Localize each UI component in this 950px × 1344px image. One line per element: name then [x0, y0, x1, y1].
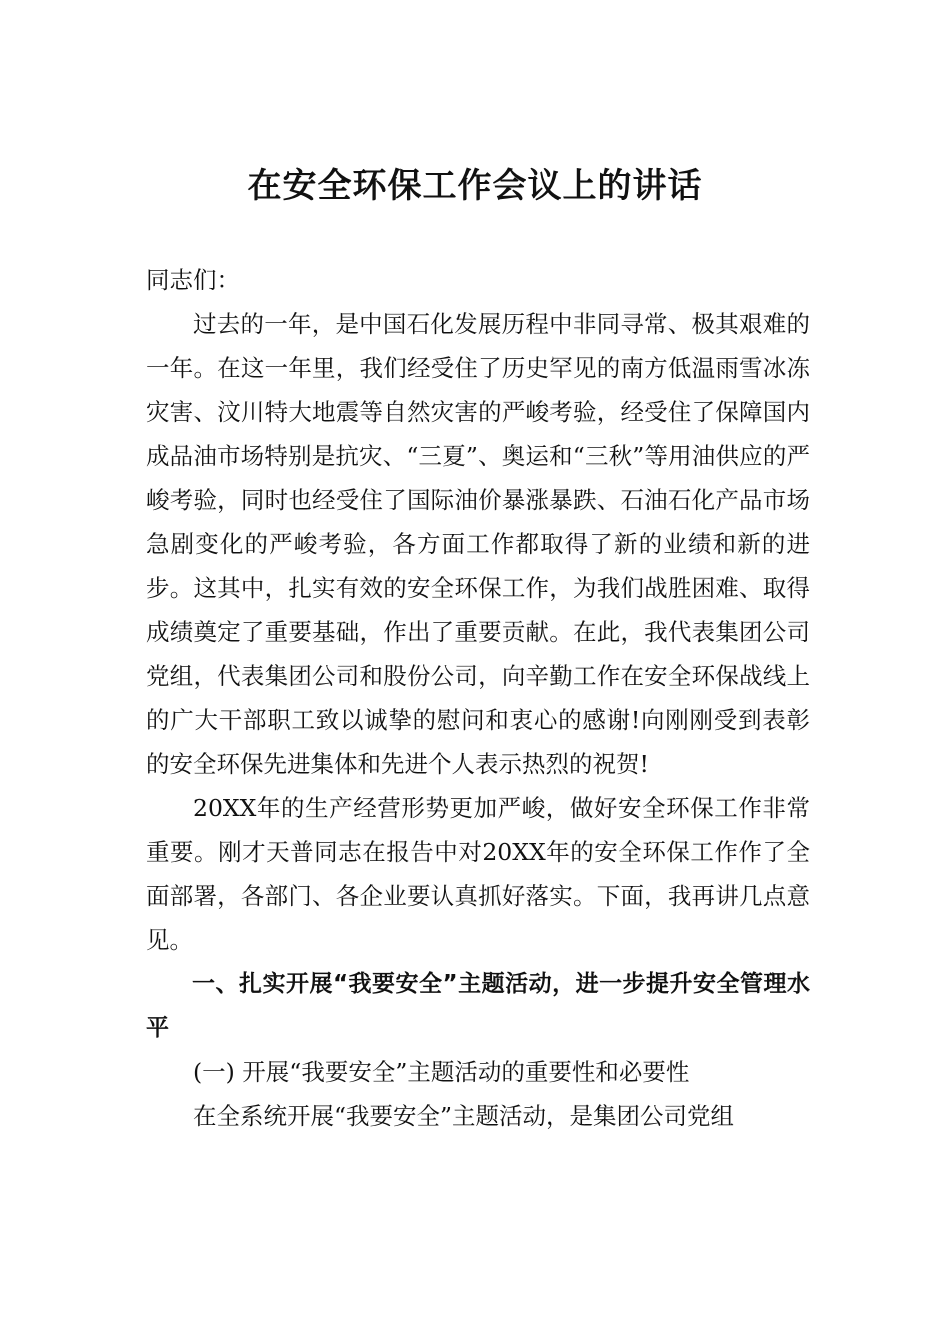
- document-body: [146, 258, 810, 1138]
- paragraph-2: 20XX年的生产经营形势更加严峻，做好安全环保工作非常重要。刚才天普同志在报告中对20XX年的安全环保工作作了全面部署，各部门、各企业要认真抓好落实。下面，我再讲几点意见。: [146, 794, 810, 954]
- paragraph-1: 过去的一年，是中国石化发展历程中非同寻常、极其艰难的一年。在这一年里，我们经受住了历史罕见的南方低温雨雪冰冻灾害、汶川特大地震等自然灾害的严峻考验，经受住了保障国内成品油市场特别是抗灾、“三夏”、奥运和“三秋”等用油供应的严峻考验，同时也经受住了国际油价暴涨暴跌、石油石化产品市场急剧变化的严峻考验，各方面工作都取得了新的业绩和新的进步。这其中，扎实有效的安全环保工作，为我们战胜困难、取得成绩奠定了重要基础，作出了重要贡献。在此，我代表集团公司党组，代表集团公司和股份公司，向辛勤工作在安全环保战线上的广大干部职工致以诚挚的慰问和衷心的感谢!向刚刚受到表彰的安全环保先进集体和先进个人表示热烈的祝贺!: [146, 310, 810, 778]
- paragraph-3: 在全系统开展“我要安全”主题活动，是集团公司党组: [193, 1102, 735, 1130]
- subsection-heading-1: (一) 开展“我要安全”主题活动的重要性和必要性: [193, 1058, 690, 1086]
- salutation: 同志们：: [146, 266, 240, 294]
- section-heading-1: 一、扎实开展“我要安全”主题活动，进一步提升安全管理水平: [146, 971, 810, 1041]
- document-title: 在安全环保工作会议上的讲话: [247, 166, 703, 206]
